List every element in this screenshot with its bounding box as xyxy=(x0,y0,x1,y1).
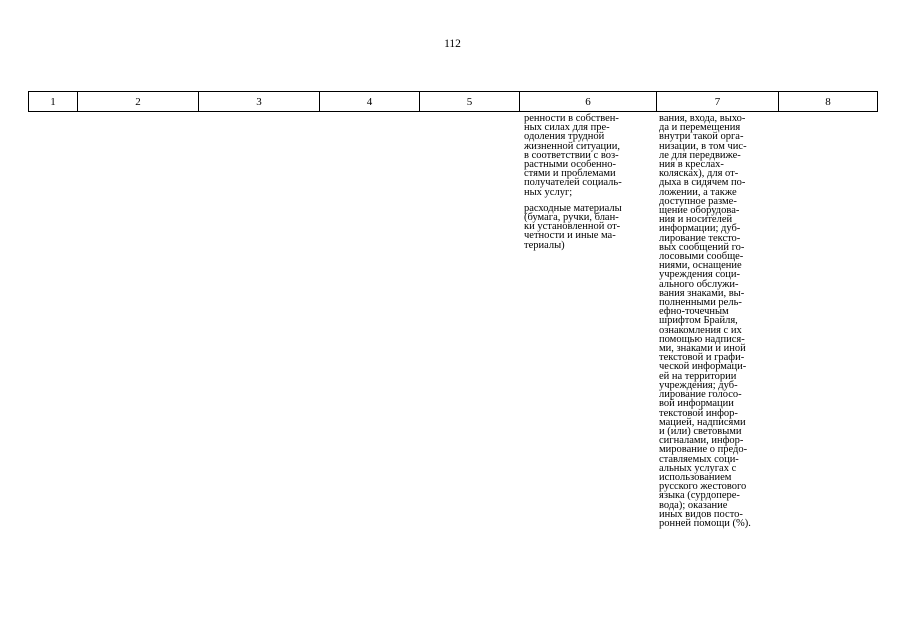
text-line: ле для передвиже- xyxy=(659,149,741,161)
text-line: русского жестового xyxy=(659,481,747,493)
text-line: ных силах для пре- xyxy=(524,122,610,134)
text-line: ми, знаками и иной xyxy=(659,343,746,355)
column-number-6: 6 xyxy=(520,92,657,112)
text-line: вых сообщений го- xyxy=(659,241,745,253)
text-line: ального обслужи- xyxy=(659,278,739,290)
text-line: ставляемых соци- xyxy=(659,453,739,465)
page-number: 112 xyxy=(444,38,461,50)
text-line: ных услуг; xyxy=(524,186,573,198)
text-line: лирование тексто- xyxy=(659,232,741,244)
text-line: низации, в том чис- xyxy=(659,140,747,152)
column-7-text xyxy=(659,114,751,528)
text-line: шрифтом Брайля, xyxy=(659,315,738,327)
text-line: ческой информаци- xyxy=(659,361,747,373)
text-line: помощью надпися- xyxy=(659,333,745,345)
text-line: вания, входа, выхо- xyxy=(659,113,746,124)
column-number-8: 8 xyxy=(779,92,878,112)
text-line: да и перемещения xyxy=(659,122,741,134)
text-line: (бумага, ручки, блан- xyxy=(524,212,619,224)
text-line: ронней помощи (%). xyxy=(659,517,751,529)
column-6-paragraph-1 xyxy=(524,114,622,197)
text-line: ния и носителей xyxy=(659,214,733,226)
column-number-5: 5 xyxy=(420,92,520,112)
text-line: вания знаками, вы- xyxy=(659,287,745,299)
text-line: щение оборудова- xyxy=(659,205,740,217)
text-line: и (или) световыми xyxy=(659,425,742,437)
text-line: ренности в собствен- xyxy=(524,113,619,124)
text-line: ей на территории xyxy=(659,370,737,382)
text-line: получателей социаль- xyxy=(524,177,622,189)
text-line: дыха в сидячем по- xyxy=(659,177,746,189)
text-line: вода); оказание xyxy=(659,499,728,511)
column-number-2: 2 xyxy=(78,92,199,112)
column-number-4: 4 xyxy=(320,92,420,112)
text-line: использованием xyxy=(659,471,732,483)
text-line: информации; дуб- xyxy=(659,223,741,235)
text-line: в соответствии с воз- xyxy=(524,149,619,161)
text-line: текстовой инфор- xyxy=(659,407,738,419)
column-number-1: 1 xyxy=(29,92,78,112)
text-line: текстовой и графи- xyxy=(659,352,745,364)
column-number-7: 7 xyxy=(657,92,779,112)
text-line: языка (сурдопере- xyxy=(659,490,740,502)
text-line: вой информации xyxy=(659,398,734,410)
text-line: колясках), для от- xyxy=(659,168,739,180)
text-line: четности и иные ма- xyxy=(524,230,616,242)
column-6-paragraph-2 xyxy=(524,204,622,250)
text-line: растными особенно- xyxy=(524,159,616,171)
text-line: ознакомления с их xyxy=(659,324,742,336)
text-line: мацией, надписями xyxy=(659,416,746,428)
column-number-3: 3 xyxy=(199,92,320,112)
text-line: ложении, а также xyxy=(659,186,737,198)
text-line: внутри такой орга- xyxy=(659,131,744,143)
text-line: учреждения соци- xyxy=(659,269,741,281)
column-6-text xyxy=(524,114,622,250)
text-line: одоления трудной xyxy=(524,131,605,143)
text-line: альных услугах с xyxy=(659,462,737,474)
text-line: полненными рель- xyxy=(659,297,742,309)
text-line: сигналами, инфор- xyxy=(659,435,744,447)
text-line: жизненной ситуации, xyxy=(524,140,621,152)
text-line: ниями, оснащение xyxy=(659,260,742,272)
text-line: териалы) xyxy=(524,239,565,251)
text-line: доступное разме- xyxy=(659,195,737,207)
text-line: расходные материалы xyxy=(524,202,622,214)
text-line: лосовыми сообще- xyxy=(659,251,744,263)
text-line: учреждения; дуб- xyxy=(659,379,738,391)
text-line: мирование о предо- xyxy=(659,444,748,456)
text-line: стями и проблемами xyxy=(524,168,616,180)
text-line: ния в креслах- xyxy=(659,159,724,171)
table-header-row xyxy=(28,91,878,112)
text-line: ефно-точечным xyxy=(659,306,729,318)
text-line: лирование голосо- xyxy=(659,389,742,401)
text-line: иных видов посто- xyxy=(659,508,743,520)
text-line: ки установленной от- xyxy=(524,221,621,233)
